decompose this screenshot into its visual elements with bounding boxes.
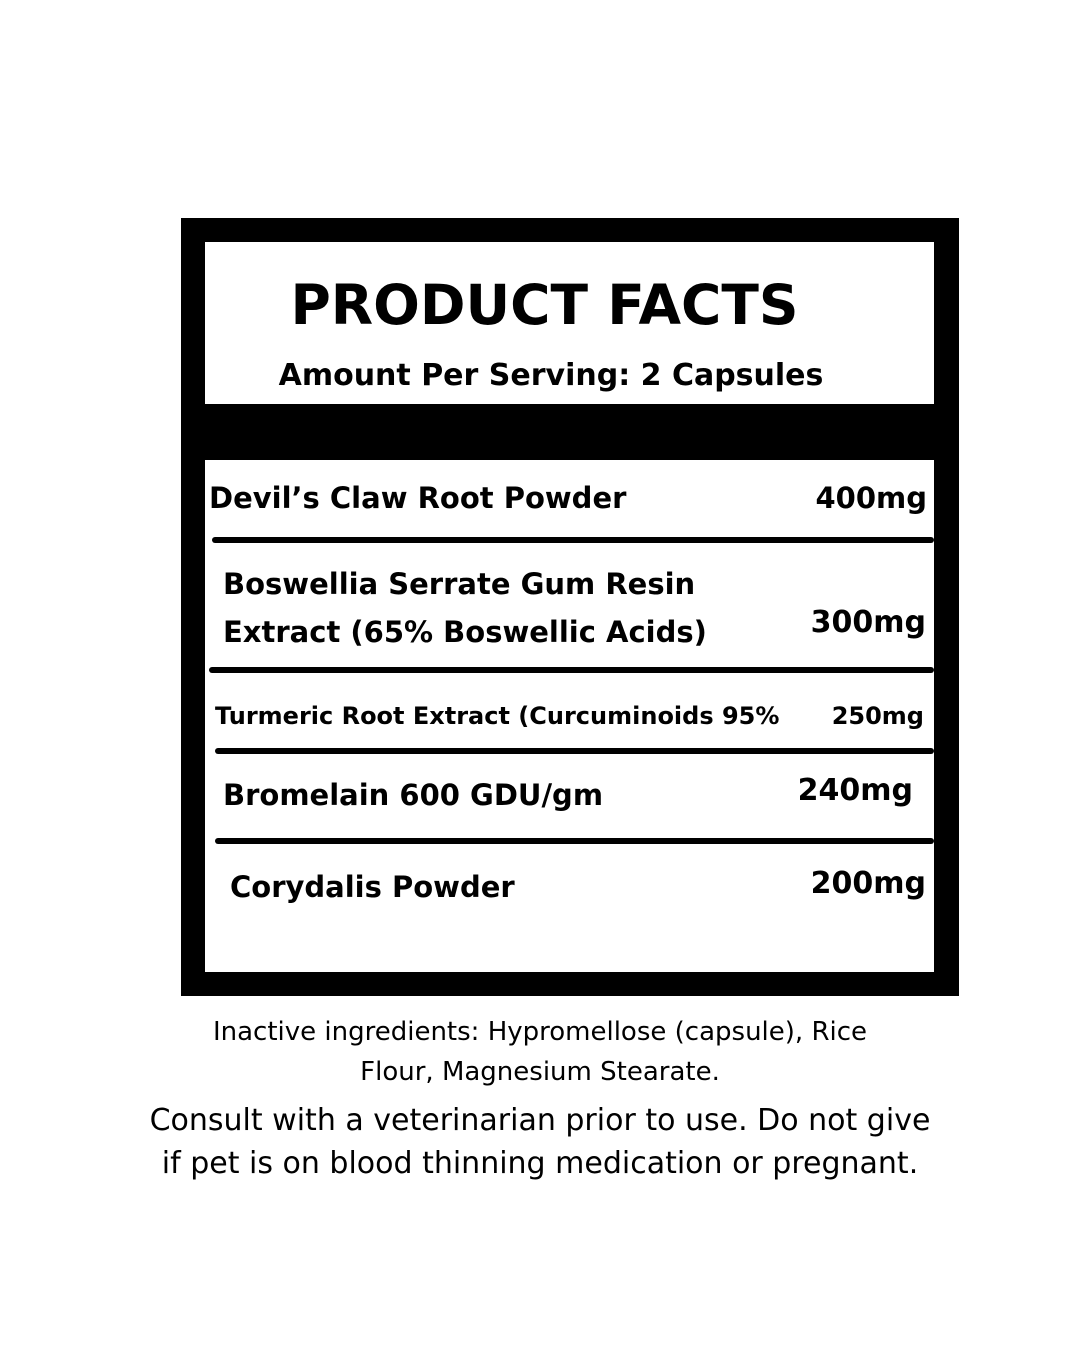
- ingredient-name-bromelain: Bromelain 600 GDU/gm: [223, 778, 604, 812]
- ingredient-amount-bromelain: 240mg: [797, 773, 913, 808]
- ingredient-amount-devils-claw: 400mg: [815, 481, 927, 515]
- ingredient-name-boswellia-line2: Extract (65% Boswellic Acids): [223, 615, 707, 649]
- ingredient-amount-corydalis: 200mg: [810, 866, 926, 901]
- ingredient-name-boswellia-line1: Boswellia Serrate Gum Resin: [223, 567, 696, 601]
- page-title: PRODUCT FACTS: [290, 273, 799, 337]
- inactive-ingredients-line1: Inactive ingredients: Hypromellose (capsule), Rice: [212, 1017, 868, 1047]
- ingredient-amount-boswellia: 300mg: [810, 605, 926, 640]
- usage-warning-line2: if pet is on blood thinning medication or pregnant.: [161, 1146, 919, 1181]
- usage-warning: [0, 1099, 1080, 1185]
- row-divider: [212, 537, 934, 543]
- product-facts-header: [205, 242, 934, 404]
- ingredient-name-turmeric: Turmeric Root Extract (Curcuminoids 95%: [215, 702, 780, 730]
- row-divider: [215, 748, 934, 754]
- product-facts-panel: [181, 218, 959, 996]
- row-divider: [215, 838, 934, 844]
- ingredient-name-corydalis: Corydalis Powder: [230, 870, 515, 904]
- ingredients-table: [205, 460, 934, 972]
- usage-warning-line1: Consult with a veterinarian prior to use. Do not give: [149, 1103, 931, 1138]
- ingredient-name-devils-claw: Devil’s Claw Root Powder: [209, 481, 627, 515]
- serving-size: Amount Per Serving: 2 Capsules: [278, 358, 824, 393]
- row-divider: [209, 667, 934, 673]
- inactive-ingredients: [0, 1012, 1080, 1092]
- inactive-ingredients-line2: Flour, Magnesium Stearate.: [360, 1057, 720, 1087]
- ingredient-amount-turmeric: 250mg: [831, 702, 924, 730]
